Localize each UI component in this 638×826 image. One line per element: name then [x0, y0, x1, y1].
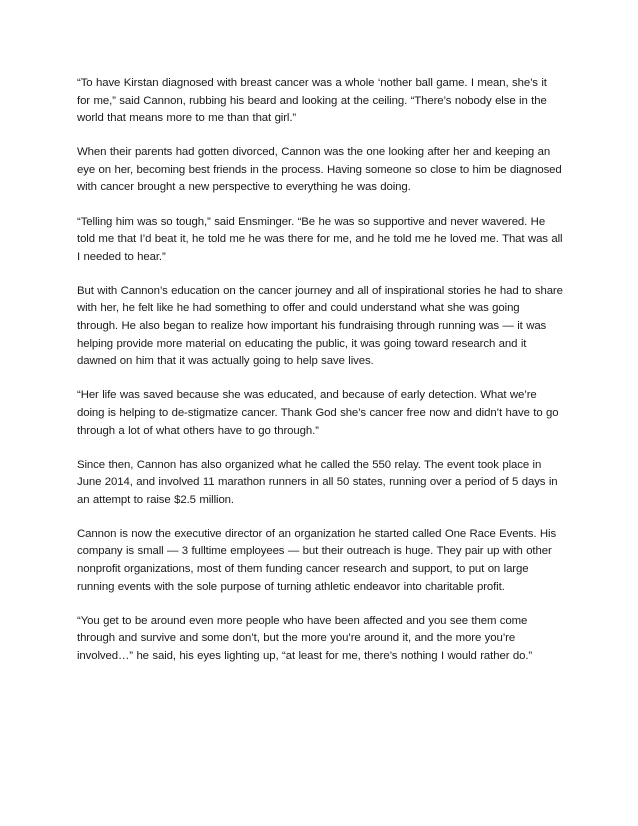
- paragraph-3: “Telling him was so tough,” said Ensminger. “Be he was so supportive and never wavered. He told me that I’d beat it, he told me he was there for me, and he told me he loved me. That was all I needed to hear.”: [77, 215, 563, 263]
- paragraph-8: “You get to be around even more people who have been affected and you see them come through and survive and some don’t, but the more you’re around it, and the more you’re involved…” he said, his eyes lighting up, “at least for me, there’s nothing I would rather do.”: [77, 614, 533, 662]
- paragraph-5: “Her life was saved because she was educated, and because of early detection. What we’re doing is helping to de-stigmatize cancer. Thank God she’s cancer free now and didn’t have to go through a lot of what others have to go through.”: [77, 389, 559, 437]
- paragraph-7: Cannon is now the executive director of an organization he started called One Race Events. His company is small — 3 fulltime employees — but their outreach is huge. They pair up with other nonprofit organizations, most of them funding cancer research and support, to put on large running events with the sole purpose of turning athletic endeavor into charitable profit.: [77, 527, 557, 593]
- article-body: [77, 75, 563, 682]
- paragraph-6: Since then, Cannon has also organized what he called the 550 relay. The event took place in June 2014, and involved 11 marathon runners in all 50 states, running over a period of 5 days in an attempt to raise $2.5 million.: [77, 458, 558, 506]
- paragraph-4: But with Cannon’s education on the cancer journey and all of inspirational stories he had to share with her, he felt like he had something to offer and could understand what she was going through. He also began to realize how important his fundraising through running was — it was helping provide more material on educating the public, it was going toward research and it dawned on him that it was actually going to help save lives.: [77, 284, 563, 368]
- paragraph-1: “To have Kirstan diagnosed with breast cancer was a whole ‘nother ball game. I mean, she’s it for me,” said Cannon, rubbing his beard and looking at the ceiling. “There’s nobody else in the world that means more to me than that girl.”: [77, 77, 547, 125]
- paragraph-2: When their parents had gotten divorced, Cannon was the one looking after her and keeping an eye on her, becoming best friends in the process. Having someone so close to him be diagnosed with cancer brought a new perspective to everything he was doing.: [77, 146, 562, 194]
